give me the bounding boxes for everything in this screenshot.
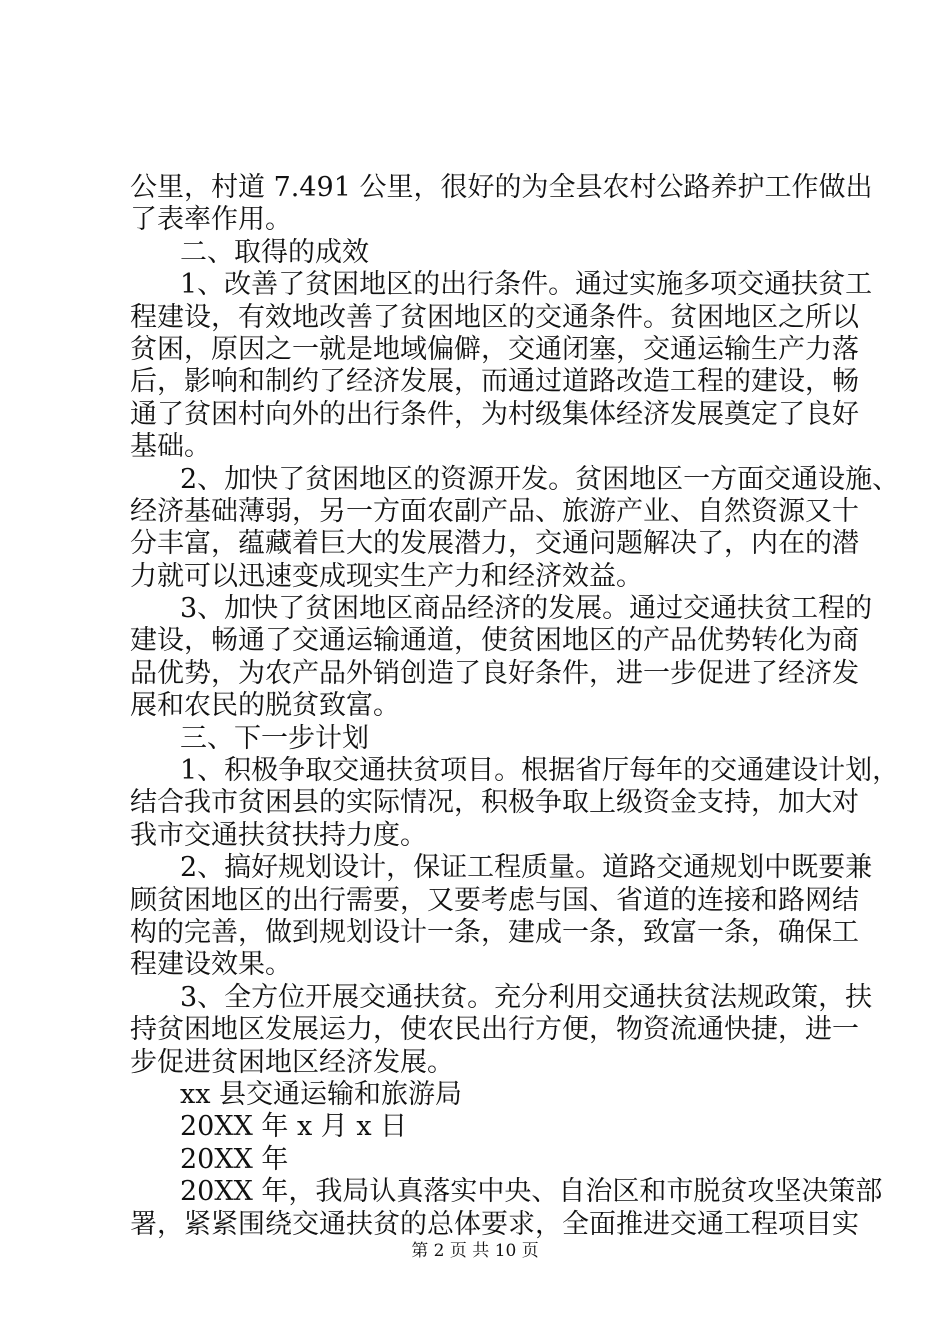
text-line: 我市交通扶贫扶持力度。 [130, 819, 427, 851]
text-line: 持贫困地区发展运力，使农民出行方便，物资流通快捷，进一 [130, 1014, 859, 1046]
text-line: 3、全方位开展交通扶贫。充分利用交通扶贫法规政策，扶 [180, 981, 873, 1013]
text-line: 20XX 年，我局认真落实中央、自治区和市脱贫攻坚决策部 [180, 1176, 883, 1208]
text-line: 署，紧紧围绕交通扶贫的总体要求，全面推进交通工程项目实 [130, 1208, 859, 1240]
page-footer [0, 1240, 950, 1262]
text-line: 结合我市贫困县的实际情况，积极争取上级资金支持，加大对 [130, 787, 859, 819]
text-line: 2、加快了贫困地区的资源开发。贫困地区一方面交通设施、 [180, 463, 900, 495]
text-line: 构的完善，做到规划设计一条，建成一条，致富一条，确保工 [130, 916, 859, 948]
text-line: xx 县交通运输和旅游局 [180, 1078, 463, 1110]
document-body [130, 172, 900, 1241]
text-line: 贫困，原因之一就是地域偏僻，交通闭塞，交通运输生产力落 [130, 333, 859, 365]
text-line: 20XX 年 [180, 1143, 289, 1175]
text-line: 3、加快了贫困地区商品经济的发展。通过交通扶贫工程的 [180, 593, 873, 625]
text-line: 经济基础薄弱，另一方面农副产品、旅游产业、自然资源又十 [130, 495, 859, 527]
text-line: 顾贫困地区的出行需要，又要考虑与国、省道的连接和路网结 [130, 884, 859, 916]
text-line: 程建设效果。 [130, 949, 292, 981]
text-line: 通了贫困村向外的出行条件，为村级集体经济发展奠定了良好 [130, 398, 859, 430]
text-line: 品优势，为农产品外销创造了良好条件，进一步促进了经济发 [130, 657, 859, 689]
text-line: 基础。 [130, 431, 211, 463]
text-line: 程建设，有效地改善了贫困地区的交通条件。贫困地区之所以 [130, 301, 859, 333]
page-number: 第 2 页 共 10 页 [411, 1241, 539, 1261]
text-line: 步促进贫困地区经济发展。 [130, 1046, 454, 1078]
text-line: 后，影响和制约了经济发展，而通过道路改造工程的建设，畅 [130, 366, 859, 398]
text-line: 分丰富，蕴藏着巨大的发展潜力，交通问题解决了，内在的潜 [130, 528, 859, 560]
text-line: 公里，村道 7.491 公里，很好的为全县农村公路养护工作做出 [130, 172, 873, 203]
text-line: 1、积极争取交通扶贫项目。根据省厅每年的交通建设计划， [180, 755, 900, 787]
text-line: 展和农民的脱贫致富。 [130, 690, 400, 722]
text-line: 1、改善了贫困地区的出行条件。通过实施多项交通扶贫工 [180, 269, 873, 301]
text-line: 20XX 年 x 月 x 日 [180, 1111, 408, 1143]
text-line: 力就可以迅速变成现实生产力和经济效益。 [130, 560, 643, 592]
text-line: 了表率作用。 [130, 204, 292, 236]
text-line: 2、搞好规划设计，保证工程质量。道路交通规划中既要兼 [180, 852, 873, 884]
text-line: 建设，畅通了交通运输通道，使贫困地区的产品优势转化为商 [130, 625, 859, 657]
text-line: 二、取得的成效 [180, 236, 369, 268]
text-line: 三、下一步计划 [180, 722, 369, 754]
